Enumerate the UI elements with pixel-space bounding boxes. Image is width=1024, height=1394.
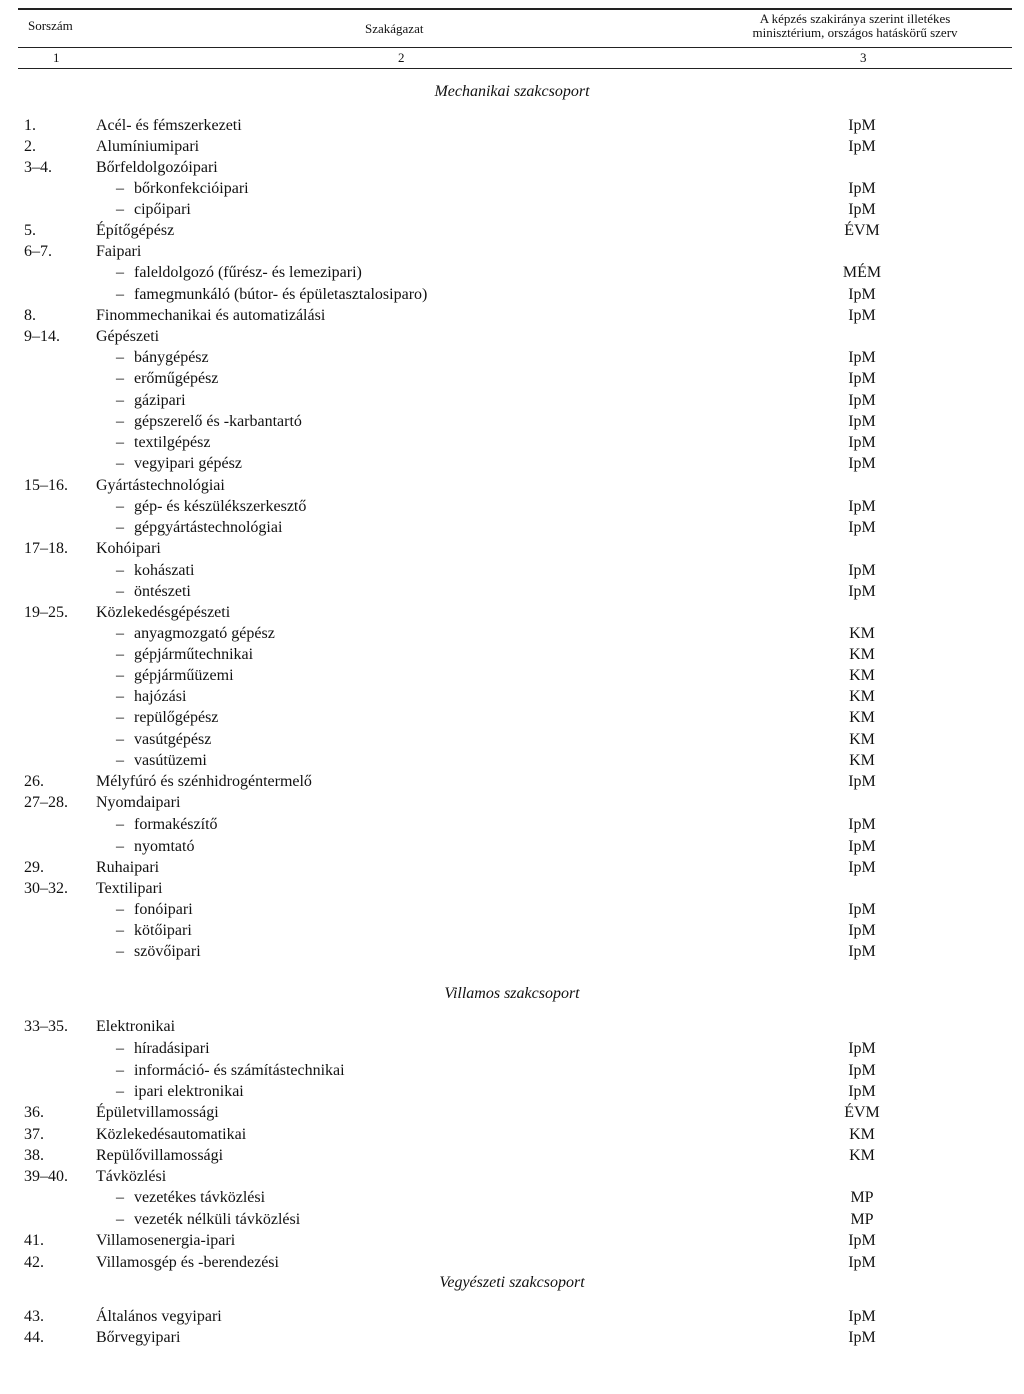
row-label: – vasútüzemi — [116, 752, 207, 769]
row-label: – információ- és számítástechnikai — [116, 1062, 345, 1079]
row-authority: IpM — [848, 286, 876, 303]
row-label: – formakészítő — [116, 816, 218, 833]
row-label: – vegyipari gépész — [116, 455, 242, 472]
table-row — [0, 1145, 1024, 1166]
row-authority: IpM — [848, 434, 876, 451]
row-label: Kohóipari — [96, 540, 161, 557]
row-number: 2. — [24, 138, 36, 155]
row-authority: IpM — [848, 392, 876, 409]
row-authority: KM — [849, 731, 875, 748]
row-number: 44. — [24, 1329, 44, 1346]
dash-marker: – — [116, 562, 124, 579]
row-number: 39–40. — [24, 1168, 68, 1185]
section-title: Vegyészeti szakcsoport — [439, 1274, 585, 1291]
row-label: – famegmunkáló (bútor- és épületasztalosiparo) — [116, 286, 428, 303]
table-row — [0, 157, 1024, 178]
row-authority: IpM — [848, 1329, 876, 1346]
row-label: Távközlési — [96, 1168, 167, 1185]
row-authority: IpM — [848, 519, 876, 536]
table-subrow — [0, 644, 1024, 665]
row-number: 43. — [24, 1308, 44, 1325]
row-number: 42. — [24, 1254, 44, 1271]
dash-marker: – — [116, 838, 124, 855]
dash-marker: – — [116, 392, 124, 409]
row-label: Közlekedésautomatikai — [96, 1126, 247, 1143]
table-subrow — [0, 686, 1024, 707]
row-number: 38. — [24, 1147, 44, 1164]
table-subrow — [0, 920, 1024, 941]
dash-marker: – — [116, 455, 124, 472]
row-number: 36. — [24, 1104, 44, 1121]
table-subrow — [0, 178, 1024, 199]
row-authority: KM — [849, 1147, 875, 1164]
table-subrow — [0, 432, 1024, 453]
row-authority: MP — [850, 1211, 874, 1228]
table-row — [0, 1016, 1024, 1037]
dash-marker: – — [116, 1062, 124, 1079]
row-label: – vasútgépész — [116, 731, 212, 748]
row-label: – fonóipari — [116, 901, 193, 918]
table-subrow — [0, 1187, 1024, 1208]
row-authority: IpM — [848, 117, 876, 134]
row-label: – hajózási — [116, 688, 187, 705]
table-subrow — [0, 750, 1024, 771]
dash-marker: – — [116, 922, 124, 939]
table-row — [0, 1327, 1024, 1348]
row-label: Közlekedésgépészeti — [96, 604, 231, 621]
row-label: – gépjárműüzemi — [116, 667, 234, 684]
table-subrow — [0, 729, 1024, 750]
row-number: 29. — [24, 859, 44, 876]
table-subrow — [0, 814, 1024, 835]
section-title: Villamos szakcsoport — [444, 985, 580, 1002]
row-authority: IpM — [848, 859, 876, 876]
row-label: Bőrvegyipari — [96, 1329, 181, 1346]
header-num-3: 3 — [860, 50, 867, 65]
dash-marker: – — [116, 901, 124, 918]
row-authority: MÉM — [842, 264, 882, 281]
table-row — [0, 1124, 1024, 1145]
table-subrow — [0, 665, 1024, 686]
section-title: Mechanikai szakcsoport — [434, 83, 590, 100]
row-label: Bőrfeldolgozóipari — [96, 159, 218, 176]
row-authority: IpM — [848, 922, 876, 939]
row-number: 6–7. — [24, 243, 52, 260]
table-subrow — [0, 453, 1024, 474]
row-number: 17–18. — [24, 540, 68, 557]
row-number: 8. — [24, 307, 36, 324]
dash-marker: – — [116, 1040, 124, 1057]
dash-marker: – — [116, 180, 124, 197]
table-row — [0, 241, 1024, 262]
row-authority: KM — [849, 1126, 875, 1143]
row-authority: IpM — [848, 1083, 876, 1100]
table-row — [0, 136, 1024, 157]
row-authority: IpM — [848, 138, 876, 155]
row-number: 27–28. — [24, 794, 68, 811]
table-row — [0, 792, 1024, 813]
dash-marker: – — [116, 583, 124, 600]
row-number: 30–32. — [24, 880, 68, 897]
row-number: 37. — [24, 1126, 44, 1143]
dash-marker: – — [116, 1083, 124, 1100]
row-label: Faipari — [96, 243, 142, 260]
row-label: Acél- és fémszerkezeti — [96, 117, 242, 134]
dash-marker: – — [116, 349, 124, 366]
table-subrow — [0, 517, 1024, 538]
row-number: 41. — [24, 1232, 44, 1249]
table-row — [0, 1230, 1024, 1251]
row-label: – nyomtató — [116, 838, 195, 855]
row-label: – textilgépész — [116, 434, 211, 451]
row-authority: MP — [850, 1189, 874, 1206]
table-subrow — [0, 581, 1024, 602]
table-subrow — [0, 1038, 1024, 1059]
table-subrow — [0, 262, 1024, 283]
dash-marker: – — [116, 752, 124, 769]
dash-marker: – — [116, 434, 124, 451]
dash-marker: – — [116, 709, 124, 726]
row-authority: IpM — [848, 773, 876, 790]
row-authority: IpM — [848, 413, 876, 430]
table-subrow — [0, 1209, 1024, 1230]
row-label: – erőműgépész — [116, 370, 219, 387]
dash-marker: – — [116, 519, 124, 536]
row-label: – szövőipari — [116, 943, 201, 960]
dash-marker: – — [116, 816, 124, 833]
row-label: Nyomdaipari — [96, 794, 181, 811]
table-subrow — [0, 199, 1024, 220]
row-label: – gépjárműtechnikai — [116, 646, 254, 663]
row-authority: ÉVM — [844, 1104, 880, 1121]
dash-marker: – — [116, 286, 124, 303]
header-num-1: 1 — [53, 50, 60, 65]
row-authority: IpM — [848, 583, 876, 600]
row-label: – bánygépész — [116, 349, 209, 366]
row-label: Építőgépész — [96, 222, 175, 239]
table-row — [0, 771, 1024, 792]
row-label: – híradásipari — [116, 1040, 210, 1057]
table-subrow — [0, 941, 1024, 962]
table-row — [0, 1252, 1024, 1273]
dash-marker: – — [116, 667, 124, 684]
row-label: – bőrkonfekcióipari — [116, 180, 249, 197]
row-authority: IpM — [848, 1040, 876, 1057]
row-label: – öntészeti — [116, 583, 191, 600]
table-row — [0, 305, 1024, 326]
dash-marker: – — [116, 625, 124, 642]
dash-marker: – — [116, 646, 124, 663]
table-row — [0, 220, 1024, 241]
row-label: – cipőipari — [116, 201, 191, 218]
table-row — [0, 602, 1024, 623]
table-row — [0, 538, 1024, 559]
table-subrow — [0, 1060, 1024, 1081]
table-row — [0, 878, 1024, 899]
table-subrow — [0, 284, 1024, 305]
dash-marker: – — [116, 413, 124, 430]
table-subrow — [0, 411, 1024, 432]
row-label: – vezetékes távközlési — [116, 1189, 266, 1206]
row-label: – kohászati — [116, 562, 195, 579]
row-authority: IpM — [848, 498, 876, 515]
row-label: Általános vegyipari — [96, 1308, 222, 1325]
row-authority: ÉVM — [844, 222, 880, 239]
row-label: – kötőipari — [116, 922, 192, 939]
row-label: Mélyfúró és szénhidrogéntermelő — [96, 773, 312, 790]
row-authority: IpM — [848, 1232, 876, 1249]
row-label: Gépészeti — [96, 328, 160, 345]
dash-marker: – — [116, 688, 124, 705]
row-label: Gyártástechnológiai — [96, 477, 225, 494]
header-col-szakagazat: Szakágazat — [365, 21, 424, 36]
table-subrow — [0, 623, 1024, 644]
header-col-sorszam: Sorszám — [28, 18, 73, 33]
table-subrow — [0, 560, 1024, 581]
table-subrow — [0, 390, 1024, 411]
row-number: 26. — [24, 773, 44, 790]
row-number: 3–4. — [24, 159, 52, 176]
row-label: Finommechanikai és automatizálási — [96, 307, 326, 324]
row-authority: IpM — [848, 370, 876, 387]
table-subrow — [0, 1081, 1024, 1102]
row-label: Ruhaipari — [96, 859, 160, 876]
row-authority: IpM — [848, 307, 876, 324]
row-authority: IpM — [848, 349, 876, 366]
table-subrow — [0, 836, 1024, 857]
row-authority: KM — [849, 646, 875, 663]
table-subrow — [0, 368, 1024, 389]
row-number: 9–14. — [24, 328, 60, 345]
row-authority: KM — [849, 709, 875, 726]
dash-marker: – — [116, 264, 124, 281]
table-row — [0, 475, 1024, 496]
table-subrow — [0, 707, 1024, 728]
row-label: Elektronikai — [96, 1018, 176, 1035]
row-label: – repülőgépész — [116, 709, 219, 726]
dash-marker: – — [116, 498, 124, 515]
row-label: Alumíniumipari — [96, 138, 200, 155]
row-authority: IpM — [848, 943, 876, 960]
row-authority: IpM — [848, 1062, 876, 1079]
row-label: – vezeték nélküli távközlési — [116, 1211, 301, 1228]
row-number: 19–25. — [24, 604, 68, 621]
row-authority: IpM — [848, 838, 876, 855]
row-authority: IpM — [848, 816, 876, 833]
row-number: 5. — [24, 222, 36, 239]
table-row — [0, 1166, 1024, 1187]
row-label: Villamosenergia-ipari — [96, 1232, 236, 1249]
table-row — [0, 857, 1024, 878]
row-authority: IpM — [848, 180, 876, 197]
row-label: – gépszerelő és -karbantartó — [116, 413, 302, 430]
header-col-szerv-line1: A képzés szakiránya szerint illetékes — [759, 11, 951, 26]
table-subrow — [0, 347, 1024, 368]
row-label: Repülővillamossági — [96, 1147, 224, 1164]
row-authority: KM — [849, 688, 875, 705]
dash-marker: – — [116, 731, 124, 748]
row-label: Textilipari — [96, 880, 163, 897]
dash-marker: – — [116, 1211, 124, 1228]
row-number: 33–35. — [24, 1018, 68, 1035]
row-authority: KM — [849, 667, 875, 684]
row-label: Épületvillamossági — [96, 1104, 219, 1121]
row-label: – anyagmozgató gépész — [116, 625, 275, 642]
row-label: – faleldolgozó (fűrész- és lemezipari) — [116, 264, 362, 281]
dash-marker: – — [116, 201, 124, 218]
dash-marker: – — [116, 943, 124, 960]
row-authority: KM — [849, 625, 875, 642]
row-label: – gázipari — [116, 392, 186, 409]
row-authority: IpM — [848, 901, 876, 918]
row-authority: KM — [849, 752, 875, 769]
row-number: 15–16. — [24, 477, 68, 494]
header-num-2: 2 — [398, 50, 405, 65]
header-col-szerv-line2: minisztérium, országos hatáskörű szerv — [752, 25, 958, 40]
dash-marker: – — [116, 370, 124, 387]
row-authority: IpM — [848, 1308, 876, 1325]
row-authority: IpM — [848, 455, 876, 472]
row-authority: IpM — [848, 201, 876, 218]
row-label: Villamosgép és -berendezési — [96, 1254, 279, 1271]
table-row — [0, 115, 1024, 136]
row-authority: IpM — [848, 562, 876, 579]
table-subrow — [0, 899, 1024, 920]
dash-marker: – — [116, 1189, 124, 1206]
table-subrow — [0, 496, 1024, 517]
table-row — [0, 326, 1024, 347]
row-label: – gép- és készülékszerkesztő — [116, 498, 307, 515]
table-row — [0, 1102, 1024, 1123]
row-label: – gépgyártástechnológiai — [116, 519, 283, 536]
row-number: 1. — [24, 117, 36, 134]
row-label: – ipari elektronikai — [116, 1083, 244, 1100]
table-row — [0, 1306, 1024, 1327]
row-authority: IpM — [848, 1254, 876, 1271]
